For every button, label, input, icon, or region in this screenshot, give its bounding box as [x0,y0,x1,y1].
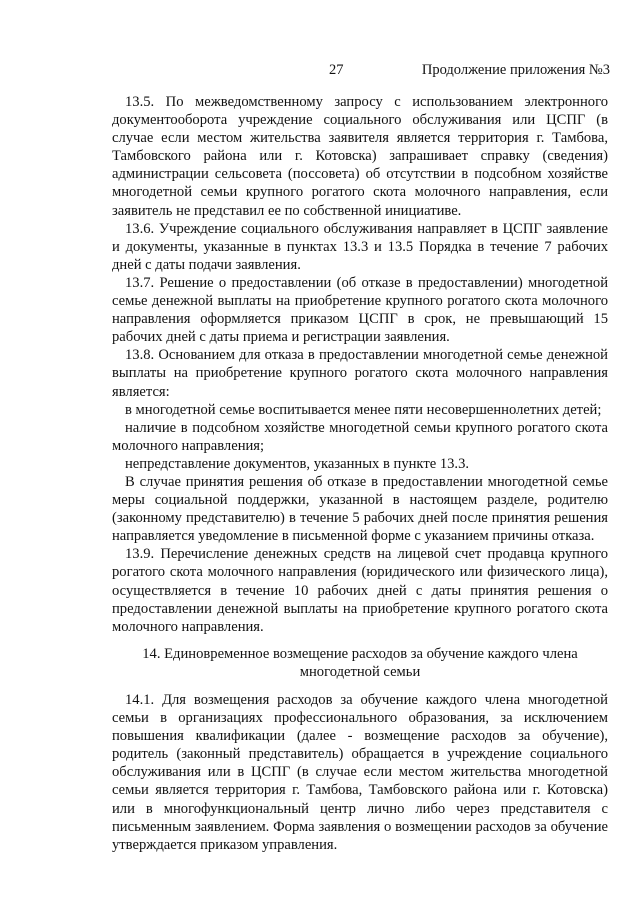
paragraph-13-8: 13.8. Основанием для отказа в предоставлении многодетной семье денежной выплаты на приобретение крупного рогатого скота молочного направления является: [112,347,608,400]
page-header [0,62,640,82]
refusal-ground-documents: непредставление документов, указанных в пункте 13.3. [125,455,470,472]
paragraph-13-7: 13.7. Решение о предоставлении (об отказе в предоставлении) многодетной семье денежной выплаты на приобретение крупного рогатого скота молочного направления оформляется приказом ЦСПГ в срок, не превышающий 15 рабочих дней с даты приема и регистрации заявления. [112,274,608,346]
paragraph-13-5: 13.5. По межведомственному запросу с использованием электронного документооборота учреждение социального обслуживания или ЦСПГ (в случае если местом жительства заявителя является территория г. Тамбова, Тамбовского района или г. Котовска) запрашивает справку (сведения) администрации сельсовета (поссовета) об отсутствии в подсобном хозяйстве многодетной семьи крупного рогатого скота молочного направления, если заявитель не представил ее по собственной инициативе. [112,94,608,219]
page-number: 27 [329,62,344,78]
paragraph-refusal-notice: В случае принятия решения об отказе в предоставлении многодетной семье меры социальной поддержки, указанной в настоящем разделе, родителю (законному представителю) в течение 5 рабочих дней после принятия решения направляется уведомление в письменной форме с указанием причины отказа. [112,473,608,545]
refusal-ground-children: в многодетной семье воспитывается менее пяти несовершеннолетних детей; [125,401,602,418]
paragraph-13-6: 13.6. Учреждение социального обслуживания направляет в ЦСПГ заявление и документы, указанные в пунктах 13.3 и 13.5 Порядка в течение 7 рабочих дней с даты подачи заявления. [112,220,608,273]
refusal-ground-cattle: наличие в подсобном хозяйстве многодетной семьи крупного рогатого скота молочного направления; [112,419,608,454]
paragraph-13-9: 13.9. Перечисление денежных средств на лицевой счет продавца крупного рогатого скота молочного направления (юридического или физического лица), осуществляется в течение 10 рабочих дней с даты принятия решения о предоставлении денежной выплаты на приобретение крупного рогатого скота молочного направления. [112,546,608,635]
paragraph-14-1: 14.1. Для возмещения расходов за обучение каждого члена многодетной семьи в организациях профессионального образования, за исключением повышения квалификации (далее - возмещение расходов за обучение), родитель (законный представитель) обращается в учреждение социального обслуживания или в ЦСПГ (в случае если местом жительства многодетной семьи является территория г. Тамбова, Тамбовского района или г. Котовска) или в многофункциональный центр лично либо через представителя с письменным заявлением. Форма заявления о возмещении расходов за обучение утверждается приказом управления. [112,692,608,853]
appendix-continuation-title: Продолжение приложения №3 [421,62,610,78]
document-body [112,93,608,854]
section-14-heading: 14. Единовременное возмещение расходов за обучение каждого члена многодетной семьи [142,645,578,680]
